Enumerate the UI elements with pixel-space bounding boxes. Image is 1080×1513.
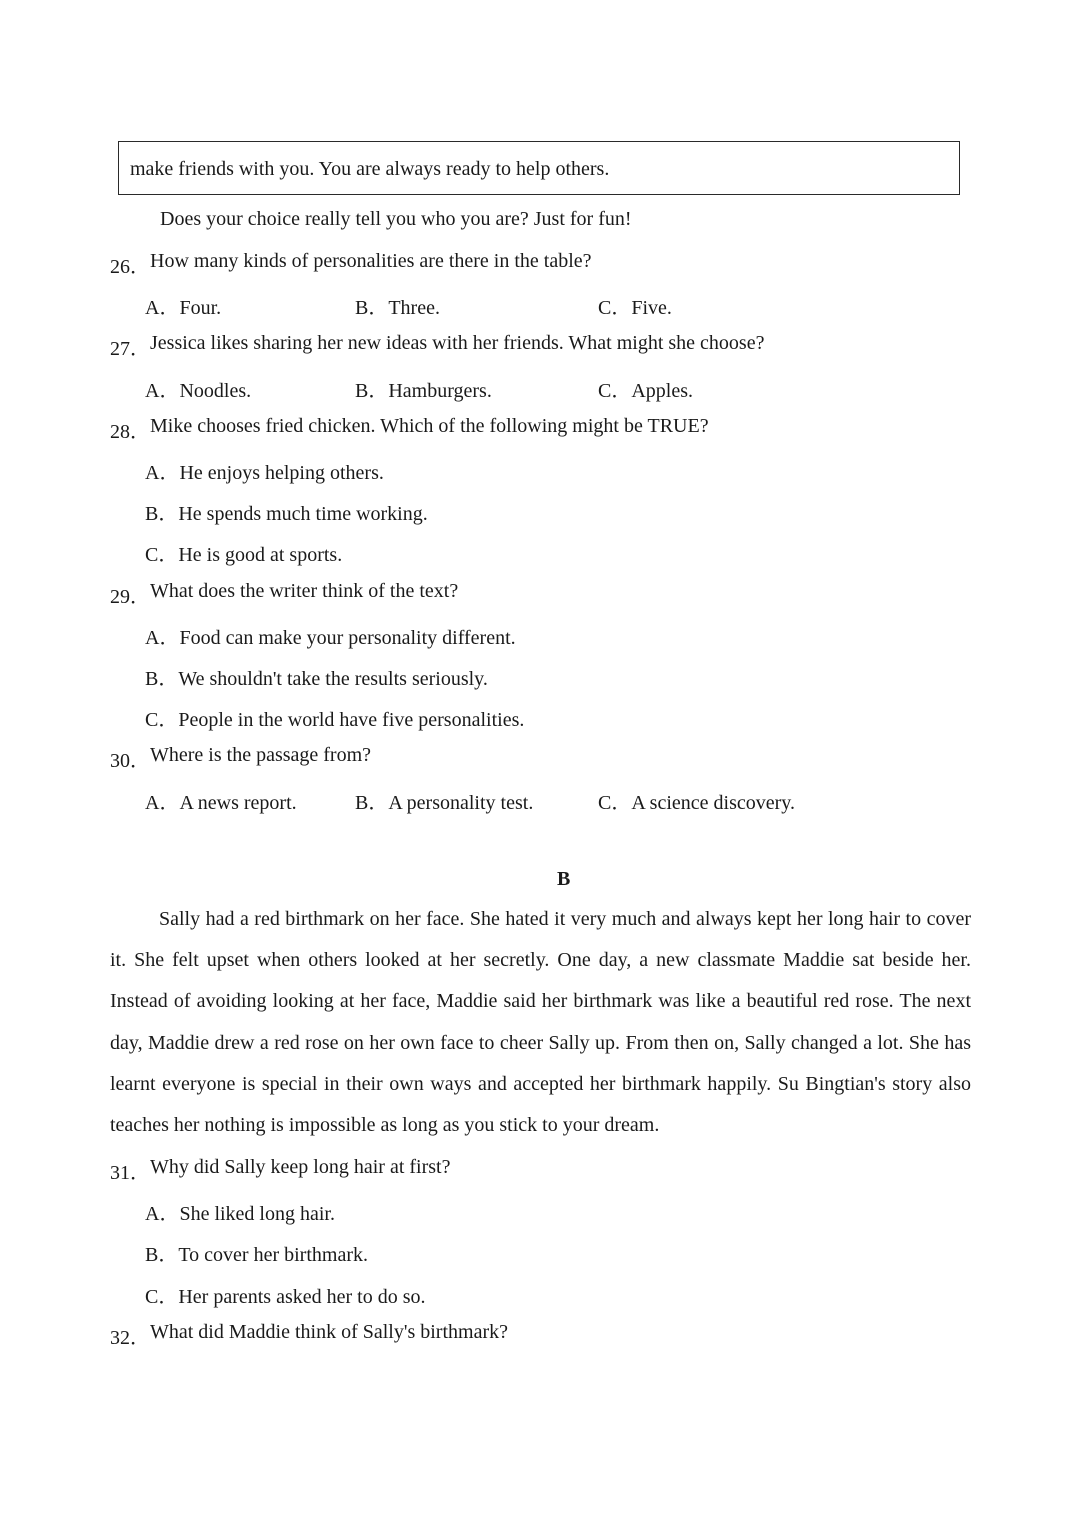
question-26-option-c: C．Five.: [598, 297, 672, 319]
question-29-number: 29．: [110, 586, 150, 608]
question-30-option-b: B．A personality test.: [355, 792, 534, 814]
question-28-number: 28．: [110, 421, 150, 443]
question-31-option-b: B．To cover her birthmark.: [145, 1244, 368, 1266]
question-29-option-a: A．Food can make your personality different.: [145, 627, 516, 649]
question-26-number: 26．: [110, 256, 150, 278]
question-31-number: 31．: [110, 1162, 150, 1184]
question-28-text: Mike chooses fried chicken. Which of the following might be TRUE?: [150, 415, 709, 437]
section-b-passage: [110, 899, 971, 1146]
question-27-text: Jessica likes sharing her new ideas with her friends. What might she choose?: [150, 332, 765, 354]
question-30-option-c: C．A science discovery.: [598, 792, 795, 814]
question-27-number: 27．: [110, 338, 150, 360]
question-27-option-b: B．Hamburgers.: [355, 380, 492, 402]
question-32-text: What did Maddie think of Sally's birthmark?: [150, 1321, 508, 1343]
question-28-option-b: B．He spends much time working.: [145, 503, 428, 525]
question-26-option-a: A．Four.: [145, 297, 222, 319]
question-28-option-c: C．He is good at sports.: [145, 544, 343, 566]
question-30-number: 30．: [110, 750, 150, 772]
question-27-option-c: C．Apples.: [598, 380, 693, 402]
question-31-option-c: C．Her parents asked her to do so.: [145, 1286, 426, 1308]
question-29-option-b: B．We shouldn't take the results seriously.: [145, 668, 488, 690]
question-29-option-c: C．People in the world have five personalities.: [145, 709, 525, 731]
table-fragment-text: make friends with you. You are always ready to help others.: [130, 158, 610, 180]
table-fragment-box: [118, 141, 960, 195]
question-27-option-a: A．Noodles.: [145, 380, 252, 402]
section-b-passage-text: Sally had a red birthmark on her face. She hated it very much and always kept her long hair to cover it. She felt upset when others looked at her secretly. One day, a new classmate Maddie sat beside her. Instead of avoiding looking at her face, Maddie said her birthmark was like a beautiful red rose. The next day, Maddie drew a red rose on her own face to cheer Sally up. From then on, Sally changed a lot. She has learnt everyone is special in their own ways and accepted her birthmark happily. Su Bingtian's story also teaches her nothing is impossible as long as you stick to your dream.: [110, 908, 971, 1137]
question-29-text: What does the writer think of the text?: [150, 580, 459, 602]
question-26-option-b: B．Three.: [355, 297, 440, 319]
intro-line: Does your choice really tell you who you are? Just for fun!: [160, 208, 632, 230]
question-30-text: Where is the passage from?: [150, 744, 372, 766]
question-28-option-a: A．He enjoys helping others.: [145, 462, 384, 484]
section-b-heading: B: [557, 868, 571, 890]
question-32-number: 32．: [110, 1327, 150, 1349]
question-31-text: Why did Sally keep long hair at first?: [150, 1156, 451, 1178]
question-30-option-a: A．A news report.: [145, 792, 297, 814]
question-26-text: How many kinds of personalities are there in the table?: [150, 250, 592, 272]
question-31-option-a: A．She liked long hair.: [145, 1203, 335, 1225]
